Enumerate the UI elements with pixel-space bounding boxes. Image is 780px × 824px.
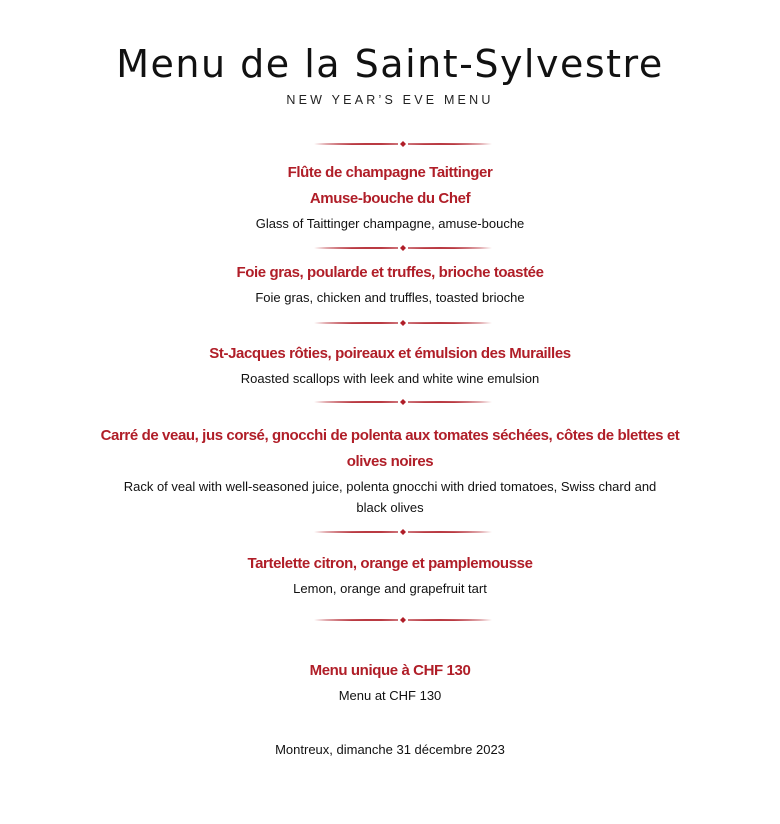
- course-5-dish: Tartelette citron, orange et pamplemousse: [247, 555, 533, 572]
- menu-subtitle: NEW YEAR’S EVE MENU: [286, 93, 494, 107]
- course-1-dish-line-2: Amuse-bouche du Chef: [309, 190, 471, 207]
- ornament-divider: [312, 615, 494, 625]
- course-3-dish: St-Jacques rôties, poireaux et émulsion des Murailles: [209, 345, 571, 362]
- course-4-description-line-1: Rack of veal with well-seasoned juice, polenta gnocchi with dried tomatoes, Swiss chard and: [123, 479, 657, 494]
- price-description: Menu at CHF 130: [338, 688, 442, 703]
- menu-title: Menu de la Saint-Sylvestre: [116, 42, 664, 86]
- course-3-description: Roasted scallops with leek and white wine emulsion: [240, 371, 540, 386]
- course-5-description: Lemon, orange and grapefruit tart: [293, 581, 487, 596]
- ornament-divider: [312, 243, 494, 253]
- course-4-dish-line-2: olives noires: [346, 453, 434, 470]
- footer-place-date: Montreux, dimanche 31 décembre 2023: [275, 742, 505, 757]
- course-2-description: Foie gras, chicken and truffles, toasted brioche: [255, 290, 525, 305]
- ornament-divider: [312, 139, 494, 149]
- course-4-description-line-2: black olives: [356, 500, 424, 515]
- course-4-dish-line-1: Carré de veau, jus corsé, gnocchi de polenta aux tomates séchées, côtes de blettes et: [100, 427, 680, 444]
- course-2-dish: Foie gras, poularde et truffes, brioche toastée: [236, 264, 544, 281]
- ornament-divider: [312, 527, 494, 537]
- ornament-divider: [312, 318, 494, 328]
- course-1-description: Glass of Taittinger champagne, amuse-bouche: [255, 216, 525, 231]
- course-1-dish-line-1: Flûte de champagne Taittinger: [287, 164, 493, 181]
- price-label: Menu unique à CHF 130: [309, 662, 471, 679]
- ornament-divider: [312, 397, 494, 407]
